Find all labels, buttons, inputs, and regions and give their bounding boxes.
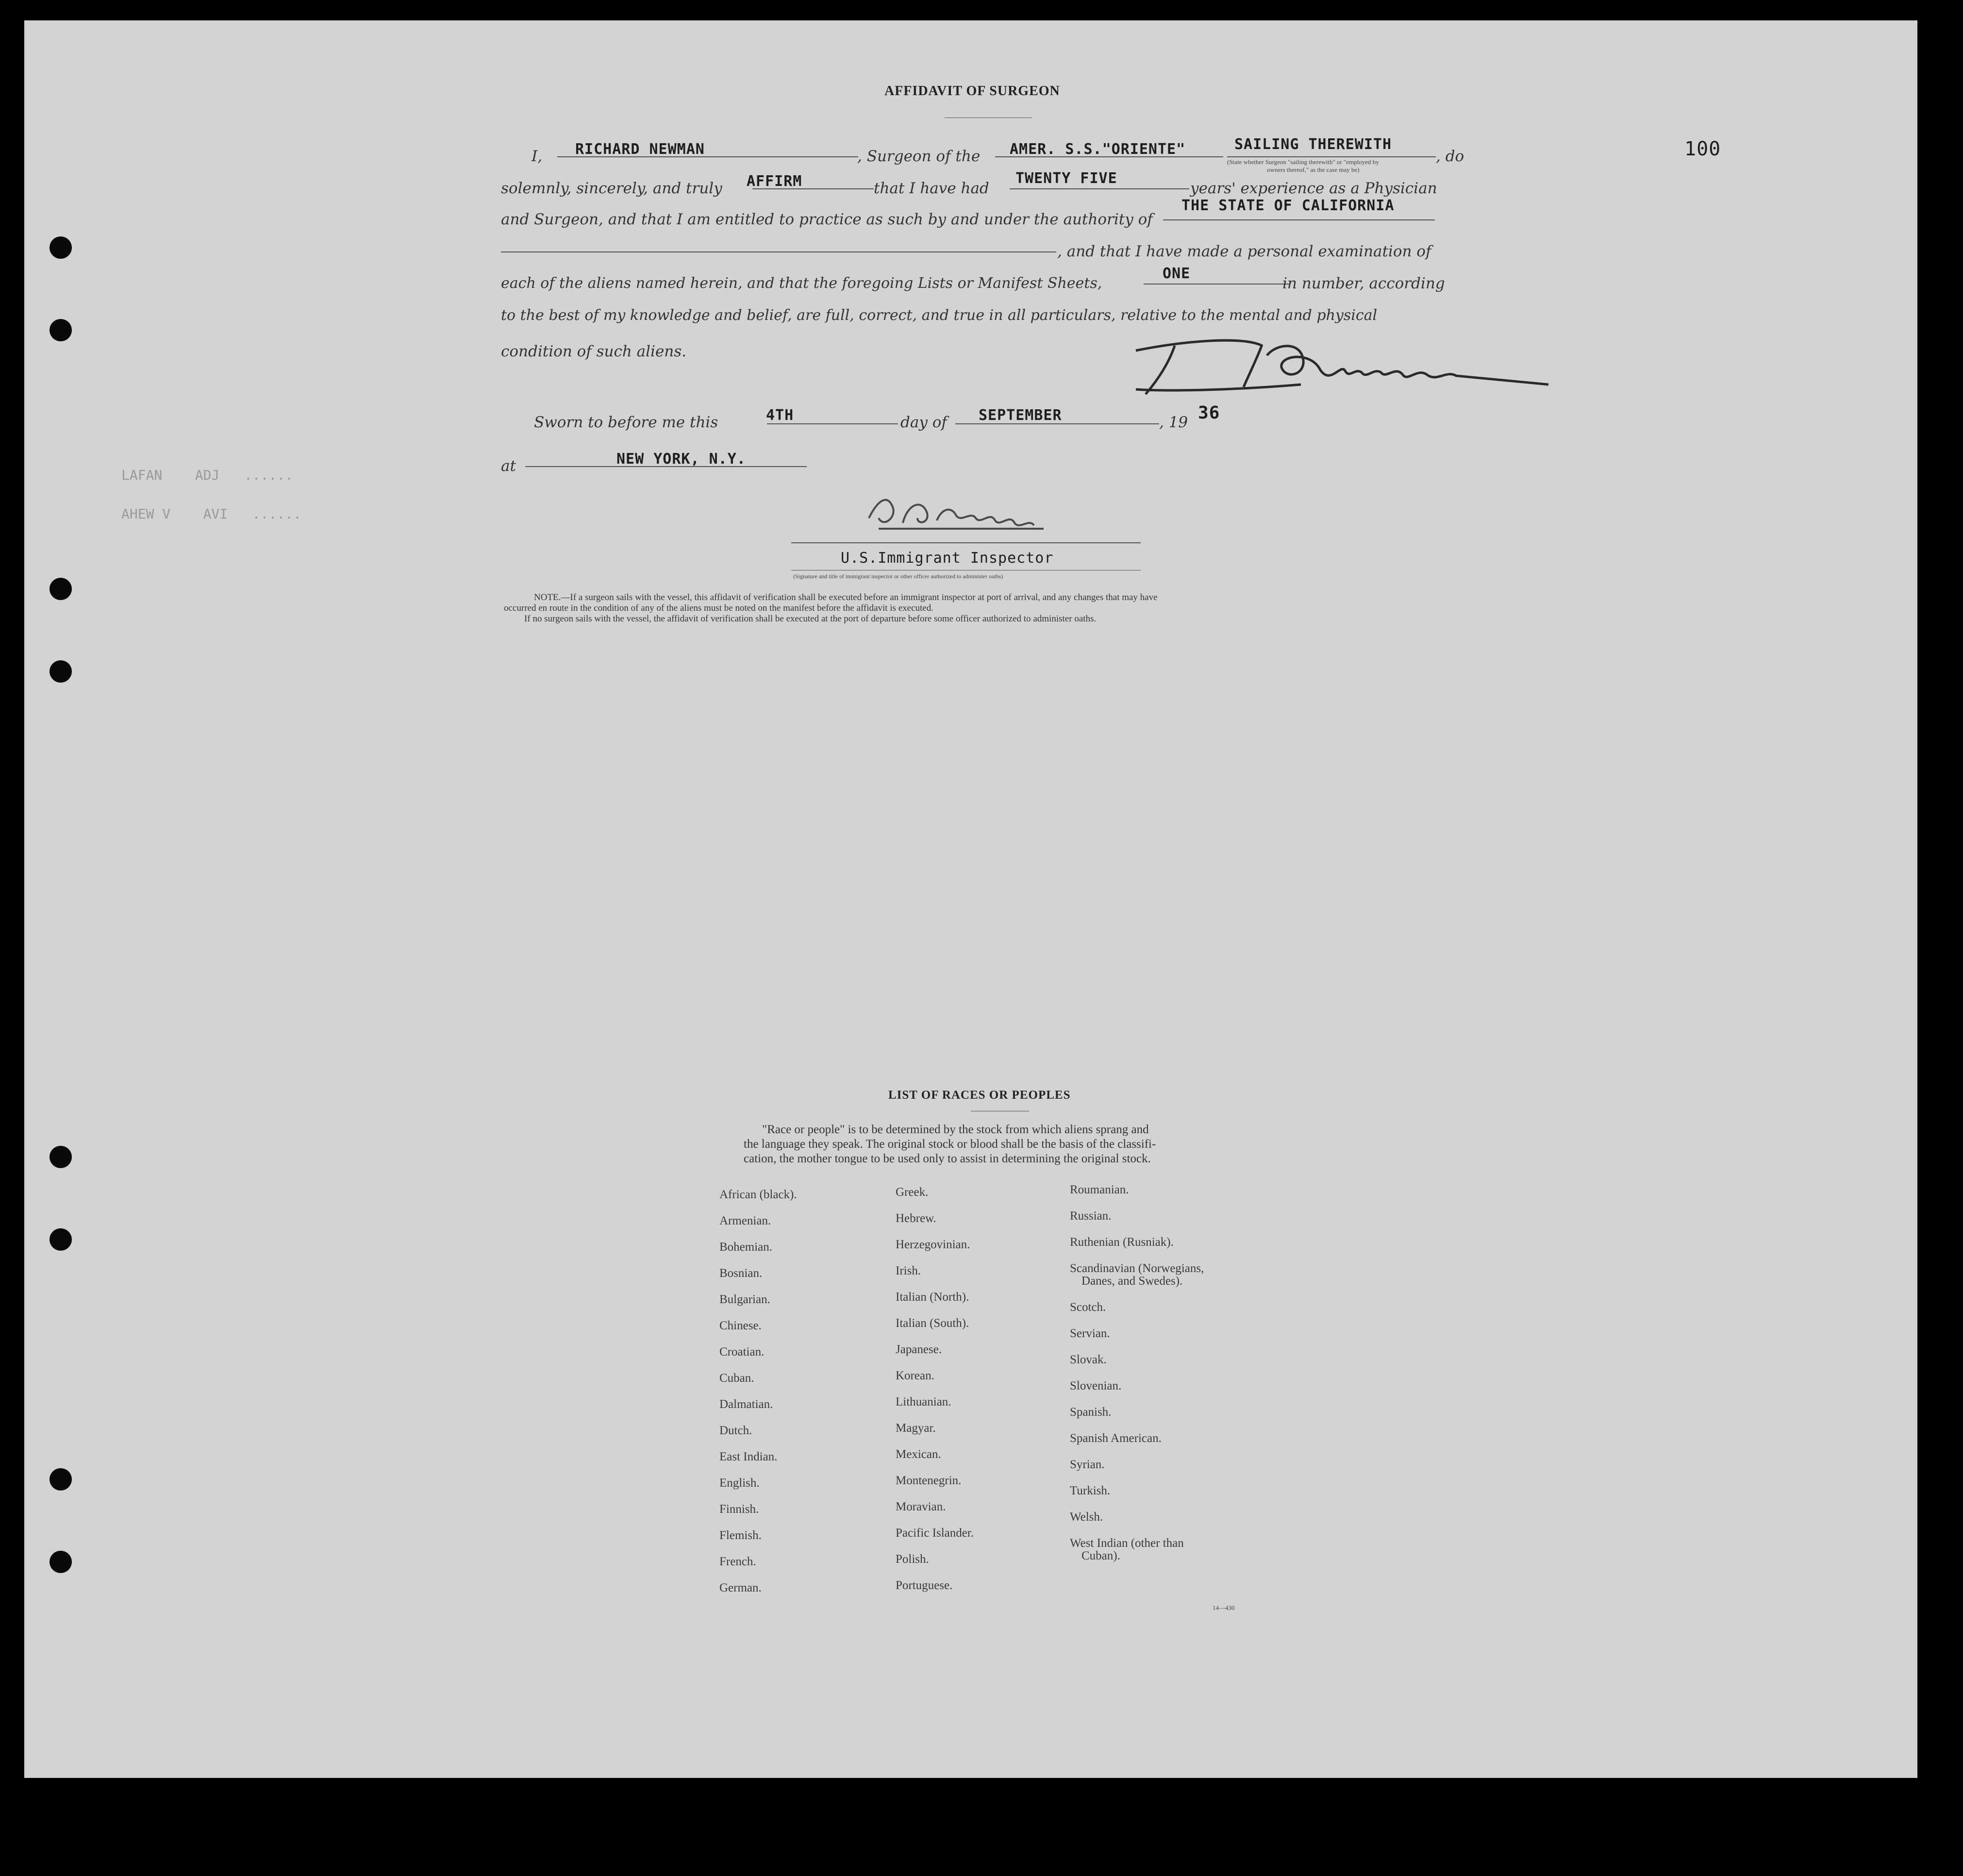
note-line-1: NOTE.—If a surgeon sails with the vessel, this affidavit of verification shall be executed before an immigrant inspector at port of arrival, and any changes that may have	[534, 592, 1158, 603]
document-sheet	[24, 20, 1917, 1778]
race-item: Irish.	[896, 1264, 921, 1277]
punch-hole	[50, 1146, 72, 1168]
race-item: Portuguese.	[896, 1579, 953, 1592]
signature-caption: (Signature and title of immigrant inspector or other officer authorized to administer oaths)	[793, 573, 1003, 580]
race-item: Chinese.	[719, 1319, 762, 1332]
inspector-signature	[849, 484, 1092, 537]
text-in-number: in number, according	[1282, 275, 1445, 292]
race-item: Syrian.	[1070, 1458, 1105, 1471]
race-item: Greek.	[896, 1186, 929, 1199]
text-solemnly: solemnly, sincerely, and truly	[501, 180, 722, 197]
race-item: Herzegovinian.	[896, 1238, 970, 1251]
race-item: Mexican.	[896, 1448, 941, 1461]
race-item: East Indian.	[719, 1450, 778, 1463]
authority-line-2	[501, 251, 1056, 252]
race-item: Bulgarian.	[719, 1293, 770, 1306]
race-item: Bohemian.	[719, 1240, 773, 1254]
sheets-line	[1144, 284, 1289, 285]
race-item: Moravian.	[896, 1500, 946, 1513]
punch-hole	[50, 578, 72, 600]
punch-hole	[50, 660, 72, 683]
state-note: (State whether Surgeon "sailing therewith" or "employed by	[1227, 158, 1379, 166]
race-item: Slovenian.	[1070, 1379, 1122, 1392]
race-item: West Indian (other than	[1070, 1537, 1184, 1550]
race-item: Russian.	[1070, 1209, 1112, 1223]
race-item: French.	[719, 1555, 756, 1568]
authority-line	[1163, 219, 1435, 220]
race-item: Cuban.	[719, 1372, 754, 1385]
race-item: Lithuanian.	[896, 1395, 951, 1408]
sailing-status: SAILING THEREWITH	[1234, 136, 1392, 153]
punch-hole	[50, 1228, 72, 1251]
bleed-through: LAFAN ADJ ......	[121, 467, 294, 483]
surgeon-name: RICHARD NEWMAN	[575, 141, 705, 158]
text-surgeon-of: , Surgeon of the	[857, 148, 981, 165]
oath-type: AFFIRM	[747, 173, 802, 190]
races-intro-2: the language they speak. The original stock or blood shall be the basis of the classifi-	[744, 1138, 1156, 1151]
sheet-count: ONE	[1163, 265, 1191, 282]
race-item: English.	[719, 1476, 760, 1490]
punch-hole	[50, 236, 72, 259]
text-that-i-had: that I have had	[874, 180, 989, 197]
race-item: Italian (South).	[896, 1317, 969, 1330]
text-sworn: Sworn to before me this	[534, 414, 718, 431]
race-item: Magyar.	[896, 1422, 936, 1435]
bleed-through: AHEW V AVI ......	[121, 506, 301, 522]
title-rule	[945, 117, 1032, 118]
race-item: Servian.	[1070, 1327, 1110, 1340]
sworn-month: SEPTEMBER	[979, 407, 1062, 424]
text-and-surgeon: and Surgeon, and that I am entitled to practice as such by and under the authority of	[501, 211, 1153, 228]
vessel-name: AMER. S.S."ORIENTE"	[1010, 141, 1186, 158]
race-item: Croatian.	[719, 1345, 765, 1358]
text-personal-exam: , and that I have made a personal examination of	[1057, 243, 1431, 260]
race-item: Polish.	[896, 1553, 929, 1566]
text-year-prefix: , 19	[1159, 414, 1188, 431]
text-do: , do	[1436, 148, 1464, 165]
inspector-line	[791, 542, 1141, 543]
text-day-of: day of	[900, 414, 947, 431]
race-item: Welsh.	[1070, 1510, 1103, 1524]
race-item: Korean.	[896, 1369, 934, 1382]
race-item: Montenegrin.	[896, 1474, 962, 1487]
race-item: Spanish American.	[1070, 1432, 1162, 1445]
race-item: Flemish.	[719, 1529, 762, 1542]
race-item: Pacific Islander.	[896, 1526, 974, 1540]
text-condition: condition of such aliens.	[501, 343, 687, 360]
races-intro-1: "Race or people" is to be determined by the stock from which aliens sprang and	[762, 1123, 1149, 1136]
page-number: 100	[1684, 138, 1721, 160]
race-item: Cuban).	[1081, 1549, 1120, 1562]
text-best-knowledge: to the best of my knowledge and belief, are full, correct, and true in all particulars, relative to the mental and physical	[501, 307, 1378, 324]
race-item: Slovak.	[1070, 1353, 1107, 1366]
state-note: owners thereof," as the case may be)	[1267, 166, 1360, 173]
years-line	[1010, 188, 1189, 189]
race-item: Finnish.	[719, 1503, 759, 1516]
inspector-title: U.S.Immigrant Inspector	[841, 550, 1054, 567]
affidavit-title: AFFIDAVIT OF SURGEON	[884, 84, 1060, 99]
years-count: TWENTY FIVE	[1015, 170, 1117, 187]
text-years-exp: years' experience as a Physician	[1190, 180, 1437, 197]
sworn-year: 36	[1198, 403, 1220, 423]
sworn-place: NEW YORK, N.Y.	[616, 451, 746, 468]
race-item: Roumanian.	[1070, 1183, 1129, 1196]
race-item: Bosnian.	[719, 1267, 763, 1280]
race-item: Armenian.	[719, 1214, 771, 1227]
surgeon-signature	[1116, 321, 1563, 404]
race-item: German.	[719, 1581, 762, 1594]
race-item: Japanese.	[896, 1343, 942, 1356]
race-item: Italian (North).	[896, 1290, 969, 1304]
text-at: at	[501, 457, 516, 475]
form-number: 14—430	[1213, 1604, 1235, 1611]
race-item: Dutch.	[719, 1424, 752, 1437]
race-item: Danes, and Swedes).	[1081, 1274, 1183, 1288]
punch-hole	[50, 1551, 72, 1573]
text-each-alien: each of the aliens named herein, and that the foregoing Lists or Manifest Sheets,	[501, 275, 1102, 292]
race-item: African (black).	[719, 1188, 797, 1201]
note-line-2: occurred en route in the condition of any of the aliens must be noted on the manifest before the affidavit is executed.	[504, 603, 933, 613]
race-item: Ruthenian (Rusniak).	[1070, 1236, 1174, 1249]
status-line	[1227, 156, 1436, 157]
races-title: LIST OF RACES OR PEOPLES	[888, 1089, 1071, 1102]
race-item: Turkish.	[1070, 1484, 1111, 1497]
note-line-3: If no surgeon sails with the vessel, the affidavit of verification shall be executed at the port of departure before some officer authorized to administer oaths.	[524, 614, 1097, 624]
races-intro-3: cation, the mother tongue to be used only to assist in determining the original stock.	[744, 1152, 1151, 1165]
race-item: Spanish.	[1070, 1406, 1112, 1419]
sworn-day: 4TH	[766, 407, 794, 424]
punch-hole	[50, 1468, 72, 1491]
race-item: Hebrew.	[896, 1212, 936, 1225]
authority: THE STATE OF CALIFORNIA	[1181, 197, 1395, 214]
race-item: Scotch.	[1070, 1301, 1106, 1314]
race-item: Dalmatian.	[719, 1398, 773, 1411]
text-i: I,	[532, 148, 543, 165]
race-item: Scandinavian (Norwegians,	[1070, 1262, 1204, 1275]
punch-hole	[50, 319, 72, 341]
